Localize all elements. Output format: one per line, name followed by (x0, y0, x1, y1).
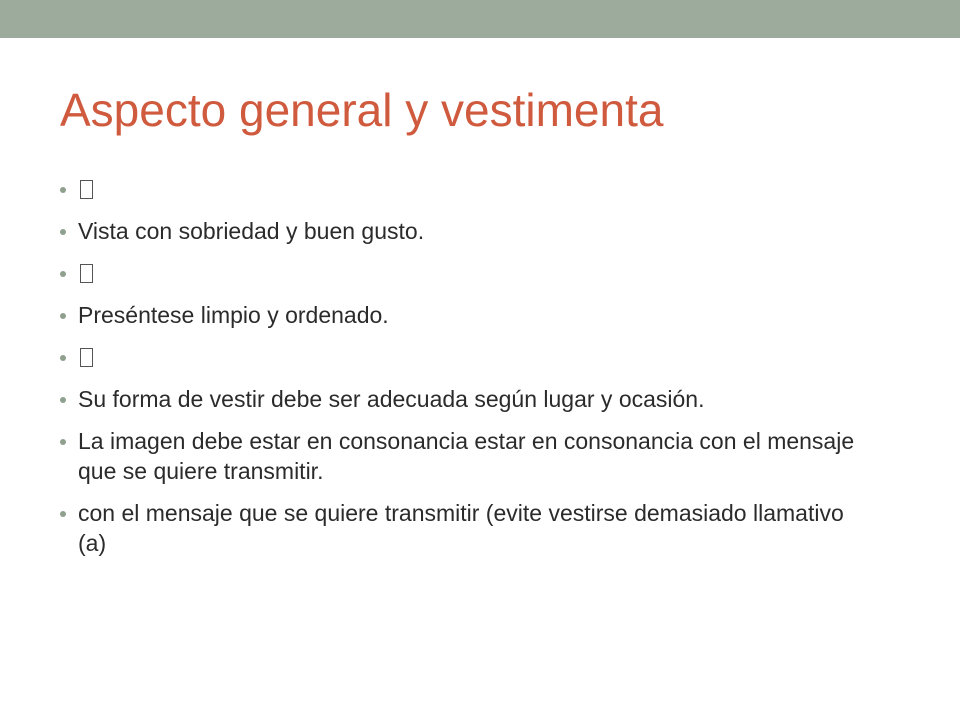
bullet-dot (60, 187, 66, 193)
bullet-dot (60, 355, 66, 361)
bullet-item-5 (60, 342, 860, 372)
bullet-text: La imagen debe estar en consonancia estar en consonancia con el mensaje que se quiere transmitir. (78, 428, 855, 484)
bullet-text: Vista con sobriedad y buen gusto. (78, 218, 425, 244)
bullet-item-7 (60, 426, 860, 486)
slide-title: Aspecto general y vestimenta (60, 84, 664, 136)
bullet-text: con el mensaje que se quiere transmitir (evite vestirse demasiado llamativo (a) (78, 500, 844, 556)
bullet-dot (60, 313, 66, 319)
bullet-dot (60, 511, 66, 517)
bullet-dot (60, 229, 66, 235)
bullet-item-8 (60, 498, 860, 558)
top-accent-band (0, 0, 960, 38)
bullet-list (60, 174, 860, 570)
bullet-dot (60, 439, 66, 445)
bullet-item-3 (60, 258, 860, 288)
bullet-text: Preséntese limpio y ordenado. (78, 302, 389, 328)
bullet-item-4 (60, 300, 860, 330)
bullet-text: Su forma de vestir debe ser adecuada según lugar y ocasión. (78, 386, 705, 412)
bullet-item-2 (60, 216, 860, 246)
missing-glyph-box-icon (80, 264, 93, 283)
bullet-dot (60, 397, 66, 403)
missing-glyph-box-icon (80, 180, 93, 199)
bullet-item-6 (60, 384, 860, 414)
bullet-dot (60, 271, 66, 277)
missing-glyph-box-icon (80, 348, 93, 367)
bullet-item-1 (60, 174, 860, 204)
